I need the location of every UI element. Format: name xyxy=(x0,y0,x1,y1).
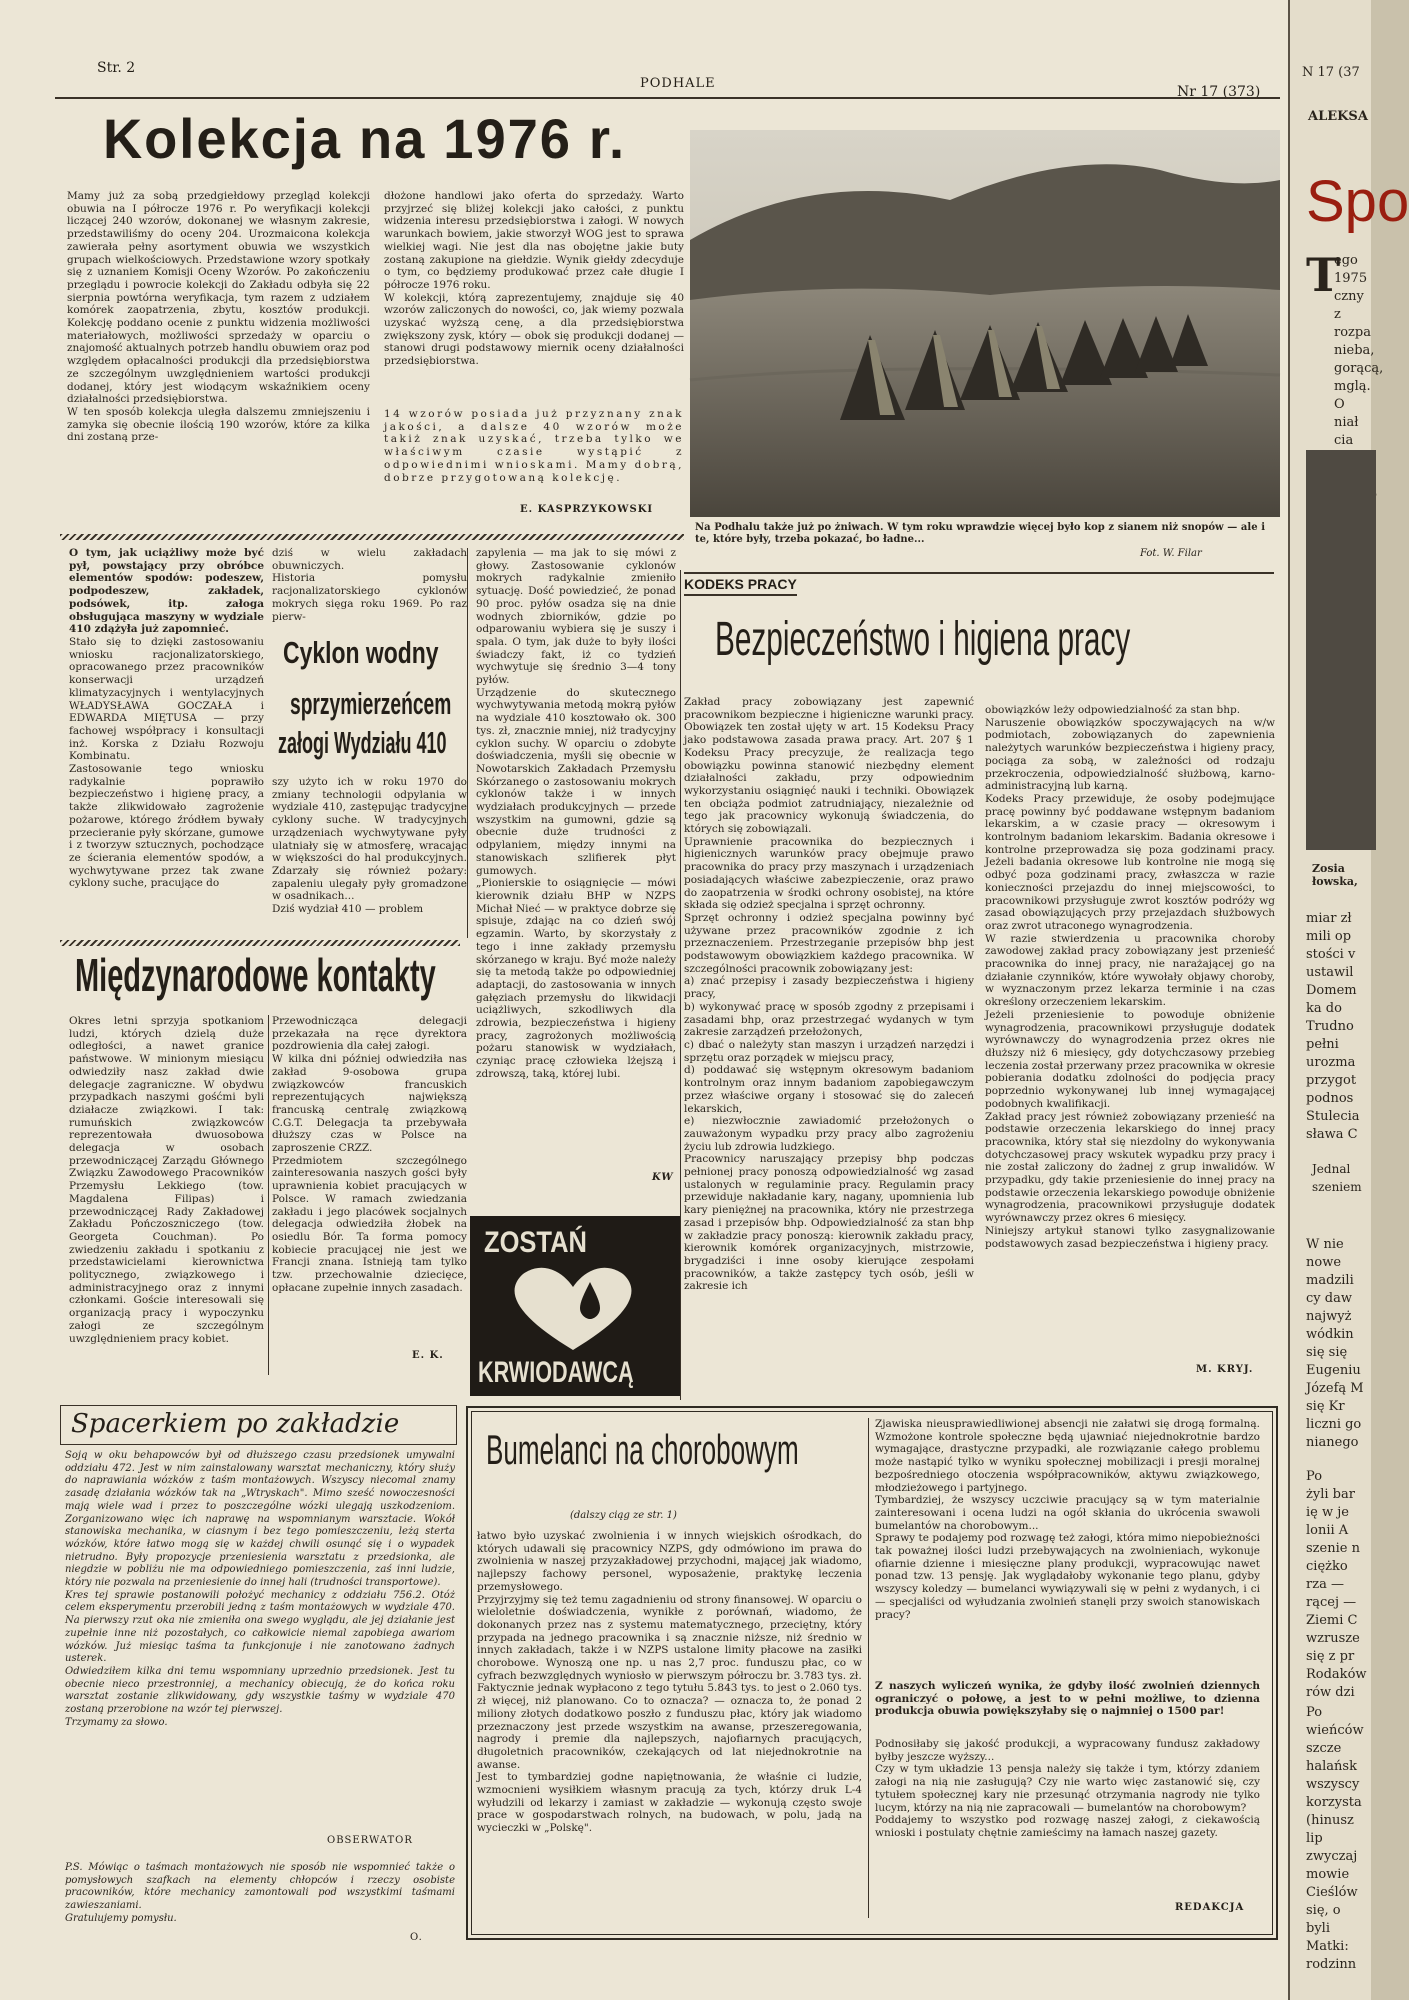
cyklon-column-2-bottom: szy użyto ich w roku 1970 do zmiany technologii odpylania w wydziale 410, zastępując tradycyjne cyklony suche. W tradycyjnych urządzeniach wychwytywane pyły ulatniały się w atmosferę, wracając w większości do hal produkcyjnych. Zdarzały się również pożary: zapaleniu ulegały pyły gromadzone w osadnikach... Dziś wydział 410 — problem xyxy=(272,776,467,916)
miedzy-column-1: Okres letni sprzyja spotkaniom ludzi, których dzielą duże odległości, a nawet granice państwowe. W minionym miesiącu odwiedziły nasz zakład dwie delegacje zagraniczne. W obydwu przypadkach naszymi gośćmi byli działacze związkowi. I tak: rumuńskich związkowców reprezentowała dwuosobowa delegacja w osobach przewodniczącej Zarządu Głównego Związku Zawodowego Pracowników Przemysłu Lekkiego (tow. Magdalena Filipas) i przewodniczącej Rady Zakładowej Zakładu Pończoszniczego (tow. Georgeta Couchman). Po zwiedzeniu zakładu i spotkaniu z przedstawicielami kierownictwa politycznego, związkowego i administracyjnego oraz z innymi członkami. Goście interesowali się organizacją pracy i wypoczynku załogi ze szczególnym uwzględnieniem pracy kobiet. xyxy=(69,1015,264,1345)
harvest-photo xyxy=(690,130,1280,517)
column-rule xyxy=(680,570,681,1400)
bumelanci-column-1: łatwo było uzyskać zwolnienia i w innych wiejskich ośrodkach, do których udawali się pracownicy NZPS, gdy odmówiono im prawa do zwolnienia w naszej przyzakładowej przychodni, mającej jak wiadomo, najlepszy fachowy personel, wyposażenie, praktykę leczenia przemysłowego. Przyjrzyjmy się też temu zagadnieniu od strony finansowej. W oparciu o wieloletnie doświadczenia, wynikłe z porównań, wiadomo, że dokonanych przez nas z systemu matematycznego, przeciętny, który przypada na jednego pracownika i są znacznie niższe, niż średnio w innych zakładach, także i w NZPS ustalone limity płacowe na zasiłki chorobowe. Wynoszą one np. u nas 2,7 proc. funduszu płac, co w cyfrach bezwzględnych wyniosło w pierwszym półroczu br. 3.783 tys. zł. Faktycznie jednak wypłacono z tego tytułu 5.843 tys. to jest o 2.060 tys. zł więcej, niż planowano. Co to oznacza? — oznacza to, że ponad 2 miliony złotych dodatkowo poszło z funduszu płac, który jak wiadomo przeznaczony jest przede wszystkim na awanse, przeszeregowania, nagrody i premie dla najlepszych, najofiarnych pracujących, długoletnich pracowników, czekających od lat niejednokrotnie na awanse. Jest to tymbardziej godne napiętnowania, że właśnie ci ludzie, wzmocnieni wysiłkiem własnym pracują za tych, którzy druk L-4 wyłudzili od lekarzy i zamiast w zakładzie — wykonują często swoje prace w gospodarstwach rolnych, na budowach, w polu, jadą na wycieczki w „Polskę". xyxy=(477,1530,862,1835)
bumelanci-title: Bumelanci na chorobowym xyxy=(486,1426,799,1473)
spacer-observer: OBSERWATOR xyxy=(327,1835,413,1846)
cyklon-column-3: zapylenia — ma jak to się mówi z głowy. Zastosowanie cyklonów mokrych radykalnie zmieniło sytuację. Dość powiedzieć, że ponad 90 proc. pyłów osadza się na dnie wodnych zbiorników, gdzie po odparowaniu wybiera się je suszy i spala. O tym, jak duże to były ilości świadczy fakt, iż co tydzień wychwytuje się średnio 3—4 tony pyłów. Urządzenie do skutecznego wychwytywania metodą mokrą pyłów na wydziale 410 kosztowało ok. 300 tys. zł, znacznie mniej, niż tradycyjny cyklon suchy. W oparciu o zdobyte doświadczenia, myśli się obecnie w Nowotarskich Zakładach Przemysłu Skórzanego o zastosowaniu mokrych cyklonów także i w innych wydziałach produkcyjnych — przede wszystkim na gumowni, gdzie są obecnie duże trudności z odpylaniem, między innymi na stanowiskach szlifierek płyt gumowych. „Pionierskie to osiągnięcie — mówi kierownik działu BHP w NZPS Michał Nieć — w praktyce dobrze się spisuje, zdając na co dzień swój egzamin. Warto, by skorzystały z tego i inne zakłady przemysłu skórzanego w kraju. Być może należy się ta metodą także po odpowiedniej adaptacji, do zastosowania w innych gałęziach przemysłu do likwidacji uciążliwych, szkodliwych dla zdrowia, bezpieczeństwa i higieny pracy, zagrożonych możliwością pożaru stanowisk w wydziałach, czyniąc pracę człowieka lżejszą i zdrowszą, taką, której lubi. xyxy=(476,547,676,1080)
section-divider xyxy=(60,940,460,946)
spacer-title-box xyxy=(60,1405,457,1445)
kolekcja-column-2: dłożone handlowi jako oferta do sprzedaży. Warto przyjrzeć się bliżej kolekcji jako całości, z punktu widzenia interesu przedsiębiorstwa i załogi. W nowych warunkach bowiem, jakie stworzył WOG jest to sprawa wielkiej wagi. Nie jest dla nas obojętne jakie buty zostaną zakupione na giełdzie. Wynik giełdy zdecyduje o tym, co będziemy produkować przez całe długie I półrocze 1976 roku. W kolekcji, którą zaprezentujemy, znajduje się 40 wzorów zaliczonych do nowości, co, jak wiemy pozwala uzyskać wyższą cenę, a dla przedsiębiorstwa zwiększony zysk, który — obok się produkcji dodanej — stanowi drugi podstawowy miernik oceny działalności przedsiębiorstwa. xyxy=(384,190,684,368)
edge-text-4: W nie nowe madzili cy daw najwyż wódkin się się Eugeniu Józefą M się Kr liczni go nianego xyxy=(1306,1237,1364,1450)
spacer-signoff: O. xyxy=(410,1932,423,1943)
bumelanci-column-2: Zjawiska nieusprawiedliwionej absencji nie załatwi się drogą formalną. Wzmożone kontrole społeczne będą ujawniać niejednokrotnie bardzo wymagające, drastyczne przypadki, ale rozwiązanie całego problemu może nastąpić tylko w wyniku społecznej mobilizacji i presji moralnej bezpośredniego otoczenia współpracowników, aktywu związkowego, młodzieżowego i partyjnego. Tymbardziej, że wszyscy uczciwie pracujący są w tym materialnie zainteresowani i ocena ludzi na ogół skłania do ukrócenia swawoli bumelantów na chorobowym... Sprawy te podajemy pod rozwagę też załogi, która mimo niepobieżności tak poważnej ilości ludzi przebywających na zwolnieniach, wykonuje ofiarnie dzienne i miesięczne plany produkcji, wypracowując nawet ponad tzw. 13 pensję. Jak wyglądałoby wykonanie tego planu, gdyby wszyscy koledzy — bumelanci wywiązywali się w pełni z wydanych, i ci — specjaliści od wyłudzania zwolnień stanęli przy swoich stanowiskach pracy? xyxy=(875,1418,1260,1621)
cyklon-column-1: Stało się to dzięki zastosowaniu wniosku racjonalizatorskiego, opracowanego przez pracowników konserwacji urządzeń klimatyzacyjnych i wentylacyjnych WŁADYSŁAWA GOCZAŁA i EDWARDA MIĘTUSA — przy fachowej współpracy i konsultacji inż. Korska z Działu Rozwoju Kombinatu. Zastosowanie tego wniosku radykalnie poprawiło bezpieczeństwo i higienę pracy, a także zlikwidowało zagrożenie pożarowe, którego źródłem bywały przecieranie pyły skórzane, gumowe i z tworzyw sztucznych, pochodzące ze ścierania elementów spodów, a wychwytywane przez tak zwane cyklony suche, pracujące do xyxy=(69,636,264,890)
ad-line-1: ZOSTAŃ xyxy=(484,1226,587,1259)
issue-number: Nr 17 (373) xyxy=(1177,84,1261,100)
cyklon-lead: O tym, jak uciążliwy może być pył, powstający przy obróbce elementów spodów: podeszew, podpodeszew, zakładek, podsówek, itp. załoga obsługująca maszyny w wydziale 410 zdążyła już zapomnieć. xyxy=(69,547,264,636)
bumelanci-continued: (dalszy ciąg ze str. 1) xyxy=(570,1510,677,1521)
cyklon-author: KW xyxy=(652,1172,674,1183)
bumelanci-column-2b: Podnosiłaby się jakość produkcji, a wypracowany fundusz zakładowy byłby jeszcze wyższy... Czy w tym układzie 13 pensja należy się także i tym, którzy zdaniem załogi na nią nie zasługują? Czy nie warto więc zastanowić się, czy tytułem społecznej kary nie przesunąć otrzymania nagrody nie tylko lucym, którzy na nią nie zapracowali — bumelantów na chorobowym? Poddajemy to wszystko pod rozwagę naszej załogi, z ciekawością wnioski i postulaty chętnie zamieścimy na łamach naszej gazety. xyxy=(875,1738,1260,1839)
spacer-body: Sojq w oku behapowców był od dłuższego czasu przedsionek umywalni oddziału 472. Jest w nim zainstalowany warsztat mechaniczny, który służy do naprawiania wózków z taśm montażowych. Wszyscy niecomal znamy zasadę działania wózków tak na „Wtryskach". Mimo sześć nowoczesności mają wiele wad i przez to poszczególne wózki ulegają uszkodzeniom. Zorganizowano więc ich naprawę na wspomnianym warsztacie. Wokół stanowiska mechanika, w ciasnym i bez tego pomieszczeniu, leżą sterta wózków, które łatwo mogą się w każdej chwili osunąć się i o wypadek nietrudno. Były propozycje przeniesienia warsztatu z przedsionka, ale niegdzie w pobliżu nie ma odpowiedniego pomieszczenia, zaś inni ludzie, który nie pozwala na przeniesienie do innej hali (trudności transportowe). Kres tej sprawie postanowili położyć mechanicy z oddziału 756.2. Otóż celem eksperymentu przerobili jedną z taśm montażowych w wydziale 470. Na pierwszy rzut oka nie zmieniła ona swego wyglądu, ale jej działanie jest zupełnie inne niż pozostałych, co całkowicie niemal zapobiega awariom wózków. Już miesiąc taśma ta funkcjonuje i nie zanotowano żadnych usterek. Odwiedziłem kilka dni temu wspomniany uprzednio przedsionek. Jest tu obecnie nieco przestronniej, a mechanicy obiecują, że do końca roku warsztat zostanie zlikwidowany, gdy wszystkie taśmy w wydziale 470 zostaną przerobione na wzór tej pierwszej. Trzymamy za słowo. xyxy=(65,1450,455,1728)
kolekcja-author: E. KASPRZYKOWSKI xyxy=(520,504,654,515)
adjacent-page-edge xyxy=(1288,0,1409,2000)
edge-photo xyxy=(1306,450,1376,850)
bumelanci-bold-text: Z naszych wyliczeń wynika, że gdyby ilość zwolnień dziennych ograniczyć o połowę, a jest to w pełni możliwe, to dzienna produkcja obuwia powiększyłaby się o najmniej o 1500 par! xyxy=(875,1680,1260,1718)
column-rule xyxy=(467,548,468,938)
edge-caption: Zosia łowska, xyxy=(1312,862,1358,888)
edge-author: ALEKSA xyxy=(1308,109,1368,124)
bumelanci-author: REDAKCJA xyxy=(1175,1902,1245,1913)
page-number: Str. 2 xyxy=(97,60,136,76)
cyklon-column-2-top: dziś w wielu zakładach obuwniczych. Historia pomysłu racjonalizatorskiego cyklonów mokrych sięga roku 1969. Po raz pierw- xyxy=(272,547,467,623)
kolekcja-title: Kolekcja na 1976 r. xyxy=(103,107,627,170)
photo-caption: Na Podhalu także już po żniwach. W tym roku wprawdzie więcej było kop z sianem niż snopów — ale i te, które były, trzeba pokazać, bo ładne... xyxy=(695,522,1265,545)
kodeks-author: M. KRYJ. xyxy=(1196,1364,1254,1375)
ad-line-2: KRWIODAWCĄ xyxy=(478,1356,634,1389)
edge-text-6: Po wieńców szcze halańsk wszyscy korzysta (hinusz lip zwyczaj mowie Cieślów się, o byli Matki: rodzinn xyxy=(1306,1705,1364,1972)
edge-text-1-content: ego 1975 czny z rozpa nieba, gorącą, mglą. O niał cia xyxy=(1334,253,1384,448)
kolekcja-spaced-text: 14 wzorów posiada już przyznany znak jakości, a dalsze 40 wzorów może takiż znak uzyskać, trzeba tylko we właściwym czasie wystąpić z odpowiednimi wnioskami. Mamy dobrą, dobrze przygotowaną kolekcję. xyxy=(384,408,684,484)
edge-text-2: miar zł mili op stości v ustawil Domem ka do Trudno pełni urozma przygot podnos Stulecia sława C xyxy=(1306,911,1360,1142)
miedzy-column-2: Przewodnicząca delegacji przekazała na ręce dyrektora pozdrowienia dla całej załogi. W kilka dni później odwiedziła nas zakład 9-osobowa grupa związkowców francuskich reprezentujących największą francuską centralę związkową C.G.T. Delegacja ta przebywała dłuższy czas w Polsce na zaproszenie CRZZ. Przedmiotem szczególnego zainteresowania naszych gości były uprawnienia kobiet pracujących w Polsce. W ramach zwiedzania zakładu i jego placówek socjalnych delegacja odwiedziła żłobek na osiedlu Bór. Ta forma pomocy kobiecie pracującej nie jest we Francji znana. Istnieją tam tylko tzw. przechowalnie dziecięce, opłacane zupełnie innych zasadach. xyxy=(272,1015,467,1294)
kodeks-label: KODEKS PRACY xyxy=(684,576,797,596)
miedzy-title: Międzynarodowe kontakty xyxy=(75,949,436,1001)
kodeks-column-1: Zakład pracy zobowiązany jest zapewnić pracownikom bezpieczne i higieniczne warunki pracy. Obowiązek ten został ujęty w art. 15 Kodeksu Pracy jako podstawowa zasada prawa pracy. Art. 207 § 1 Kodeksu Pracy precyzuje, że realizacja tego obowiązku powinna stanowić niezbędny element działalności zakładu, przy odpowiednim wykorzystaniu osiągnięć nauki i techniki. Obowiązek ten obciąża podmiot zatrudniający, niezależnie od tego jak pracownicy wykonują świadczenia, do których się zobowiązali. Uprawnienie pracownika do bezpiecznych i higienicznych warunków pracy obejmuje prawo pracownika do pracy przy maszynach i urządzeniach posiadających właściwe zabezpieczenie, oraz prawo do zaopatrzenia w środki ochrony osobistej, na które składa się odzież specjalna i sprzęt ochronny. Sprzęt ochronny i odzież specjalna powinny być używane przez pracowników zgodnie z ich przeznaczeniem. Przestrzeganie przepisów bhp jest podstawowym obowiązkiem każdego pracownika. W szczególności pracownik zobowiązany jest: a) znać przepisy i zasady bezpieczeństwa i higieny pracy, b) wykonywać pracę w sposób zgodny z przepisami i zasadami bhp, oraz przestrzegać wydanych w tym zakresie zarządzeń przełożonych, c) dbać o należyty stan maszyn i urządzeń narzędzi i sprzętu oraz porządek w miejscu pracy, d) poddawać się wstępnym okresowym badaniom kontrolnym oraz innym badaniom zapobiegawczym przez właściwe organy i stosować się do zaleceń lekarskich, e) niezwłocznie zawiadomić przełożonych o zauważonym wypadku przy pracy albo zagrożeniu życiu lub zdrowia ludzkiego. Pracownicy naruszający przepisy bhp podczas pełnionej pracy ponoszą odpowiedzialność wg zasad ustalonych w regulaminie pracy. Regulamin pracy przewiduje nakładanie kary, nagany, upomnienia lub kary pieniężnej na pracownika, który nie przestrzega zasad i przepisów bhp. Odpowiedzialność za stan bhp w zakładzie pracy ponoszą: kierownik zakładu pracy, kierownik komórek organizacyjnych, mistrzowie, brygadziści i inne osoby kierujące zespołami pracowników, a także zastępcy tych osób, jeśli w zakresie ich xyxy=(684,696,974,1293)
edge-text-5: Po żyli bar ię w je lonii A szenie n ciężko rza — rącej — Ziemi C wzrusze się z pr Rodaków rów dzi xyxy=(1306,1469,1367,1700)
kolekcja-column-1: Mamy już za sobą przedgiełdowy przegląd kolekcji obuwia na I półrocze 1976 r. Po weryfikacji kolekcji liczącej 240 wzorów, dokonanej we własnym zakresie, przedstawiliśmy do oceny 204. Urozmaicona kolekcja zawierała pełny asortyment obuwia we wszystkich grupach wielkościowych. Przedstawione wzory spotkały się z uznaniem Komisji Oceny Wzorów. Po zakończeniu przeglądu i powrocie kolekcji do Zakładu odbyła się 22 sierpnia powtórna weryfikacja, tym razem z udziałem komórek zaopatrzenia, zbytu, kosztów produkcji. Kolekcję poddano ocenie z punktu widzenia możliwości materiałowych, możliwości sprzedaży w oparciu o znajomość aktualnych potrzeb handlu obuwiem oraz pod względem opłacalności produkcji dla przedsiębiorstwa ze szczególnym uwzględnieniem wartości produkcji dodanej, który jest wiodącym wskaźnikiem oceny działalności przedsiębiorstwa. W ten sposób kolekcja uległa dalszemu zmniejszeniu i zamyka się obecnie ilością 190 wzorów, które za kilka dni zostaną prze- xyxy=(67,190,370,444)
header-rule xyxy=(55,97,1280,99)
blood-donor-ad xyxy=(470,1216,680,1396)
kodeks-column-2: obowiązków leży odpowiedzialność za stan bhp. Naruszenie obowiązków spoczywających na w/w podmiotach, zobowiązanych do zapewnienia należytych warunków bezpieczeństwa i higieny pracy, pociąga za sobą, w zależności od rodzaju przekroczenia, odpowiedzialność służbową, karno-administracyjną lub karną. Kodeks Pracy przewiduje, że osoby podejmujące pracę powinny być poddawane wstępnym badaniom lekarskim, a w czasie pracy — okresowym i kontrolnym badaniom lekarskim. Badania okresowe i kontrolne przeprowadza się poza godzinami pracy. Jeżeli badania okresowe lub kontrolne nie mogą się odbyć poza godzinami pracy, zwłaszcza w razie konieczności przejazdu do innej miejscowości, to pracownikowi przysługuje zwrot kosztów podróży wg zasad obowiązujących przy przejazdach służbowych oraz zwrot utraconego wynagrodzenia. W razie stwierdzenia u pracownika choroby zawodowej zakład pracy zobowiązany jest przenieść pracownika do innej pracy, nie narażającej go na działanie czynników, które wywołały objawy choroby, w wyznaczonym przez lekarza terminie i na czas określony orzeczeniem lekarskim. Jeżeli przeniesienie to powoduje obniżenie wynagrodzenia, pracownikowi przysługuje dodatek wyrównawczy do wynagrodzenia przez okres nie dłuższy niż 6 miesięcy, gdy dotychczasowy przebieg leczenia został przerwany przez pracownika w okresie pobierania dodatku zdolności do podjęcia pracy poprzednio wykonywanej lub innej wymagającej podobnych kwalifikacji. Zakład pracy jest również zobowiązany przenieść na podstawie orzeczenia lekarskiego do innej pracy pracownika, który stał się niezdolny do wykonywania dotychczasowej pracy wskutek wypadku przy pracy i nie został zaliczony do żadnej z grup inwalidów. W przypadku, gdy takie przeniesienie do innej pracy na podstawie orzeczenia lekarskiego powoduje obniżenie wynagrodzenia, pracownikowi przysługuje dodatek wyrównawczy przez okres 6 miesięcy. Niniejszy artykuł stanowi tylko zasygnalizowanie podstawowych zasad bezpieczeństwa i higieny pracy. xyxy=(985,704,1275,1250)
haystacks-photo-illustration xyxy=(690,130,1280,517)
spacer-ps: P.S. Mówiąc o taśmach montażowych nie sposób nie wspomnieć także o pomysłowych szafkach na elementy chłopców i rzeczy osobiste pracowników, które mechanicy zamontowali pod wszystkimi taśmami zawieszaniami. Gratulujemy pomysłu. xyxy=(65,1862,455,1924)
photo-credit: Fot. W. Filar xyxy=(1140,548,1202,559)
spacer-title: Spacerkiem po zakładzie xyxy=(71,1409,400,1439)
edge-title: Spo xyxy=(1306,169,1409,234)
section-divider xyxy=(60,534,684,540)
blood-drop-heart-icon xyxy=(498,1262,648,1352)
miedzy-author: E. K. xyxy=(412,1350,444,1361)
edge-issue: N 17 (37 xyxy=(1302,65,1360,80)
paper-name: PODHALE xyxy=(640,76,716,91)
edge-dropcap: T xyxy=(1306,248,1341,302)
cyklon-title-1: Cyklon wodny xyxy=(283,635,439,670)
kodeks-top-rule xyxy=(684,572,1274,574)
cyklon-title-2: sprzymierzeńcem xyxy=(290,686,452,721)
column-rule xyxy=(268,1015,269,1375)
edge-text-3: Jednal szeniem xyxy=(1312,1162,1362,1194)
column-rule xyxy=(868,1418,869,1918)
kodeks-title: Bezpieczeństwo i higiena pracy xyxy=(715,613,1131,666)
cyklon-title-3: załogi Wydziału 410 xyxy=(278,725,447,760)
